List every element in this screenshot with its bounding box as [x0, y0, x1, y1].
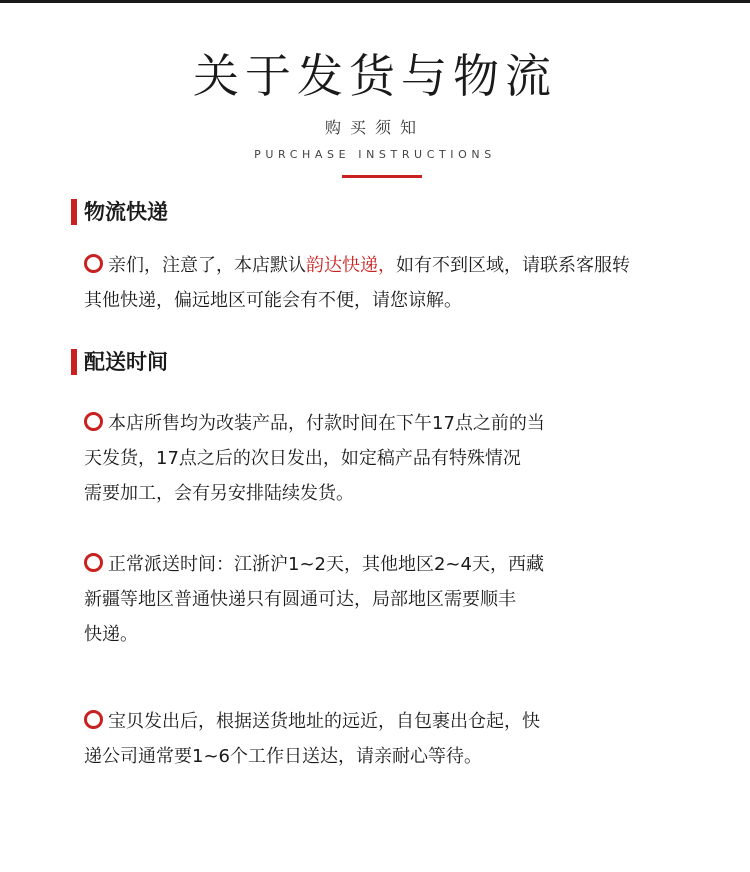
paragraph-line — [84, 547, 544, 582]
paragraph-line: 快递。 — [84, 624, 138, 645]
logistics-paragraph — [84, 248, 630, 318]
paragraph-line: 递公司通常要1~6个工作日送达，请亲耐心等待。 — [84, 746, 482, 767]
page-subtitle-english: PURCHASE INSTRUCTIONS — [254, 148, 496, 161]
circle-bullet-icon — [84, 412, 103, 431]
page-title: 关于发货与物流 — [193, 49, 557, 103]
red-bar-icon — [71, 349, 77, 375]
delivery-paragraph-1 — [84, 406, 545, 511]
paragraph-text: 本店所售均为改装产品，付款时间在下午17点之前的当 — [108, 413, 545, 434]
circle-bullet-icon — [84, 254, 103, 273]
paragraph-line — [84, 406, 545, 441]
section-heading-label: 物流快递 — [84, 200, 168, 224]
section-heading-logistics — [71, 198, 168, 226]
delivery-paragraph-2 — [84, 547, 544, 652]
section-heading-label: 配送时间 — [84, 350, 168, 374]
paragraph-text: 宝贝发出后，根据送货地址的远近，自包裹出仓起，快 — [108, 711, 540, 732]
logistics-line-2: 其他快递，偏远地区可能会有不便，请您谅解。 — [84, 290, 462, 311]
paragraph-line: 需要加工，会有另安排陆续发货。 — [84, 483, 354, 504]
default-courier-highlight: 韵达快递， — [306, 255, 396, 276]
paragraph-line — [84, 704, 540, 739]
paragraph-line: 新疆等地区普通快递只有圆通可达，局部地区需要顺丰 — [84, 589, 516, 610]
section-heading-delivery-time — [71, 348, 168, 376]
circle-bullet-icon — [84, 710, 103, 729]
red-bar-icon — [71, 199, 77, 225]
page-subtitle: 购买须知 — [324, 118, 425, 137]
circle-bullet-icon — [84, 553, 103, 572]
delivery-paragraph-3 — [84, 704, 540, 774]
paragraph-text: 正常派送时间：江浙沪1~2天，其他地区2~4天，西藏 — [108, 554, 544, 575]
logistics-line-1 — [84, 248, 630, 283]
top-divider — [0, 0, 750, 3]
paragraph-line: 天发货，17点之后的次日发出，如定稿产品有特殊情况 — [84, 448, 521, 469]
title-underline — [342, 175, 422, 178]
logistics-text-a: 亲们，注意了，本店默认 — [108, 255, 306, 276]
logistics-text-b: 如有不到区域，请联系客服转 — [396, 255, 630, 276]
